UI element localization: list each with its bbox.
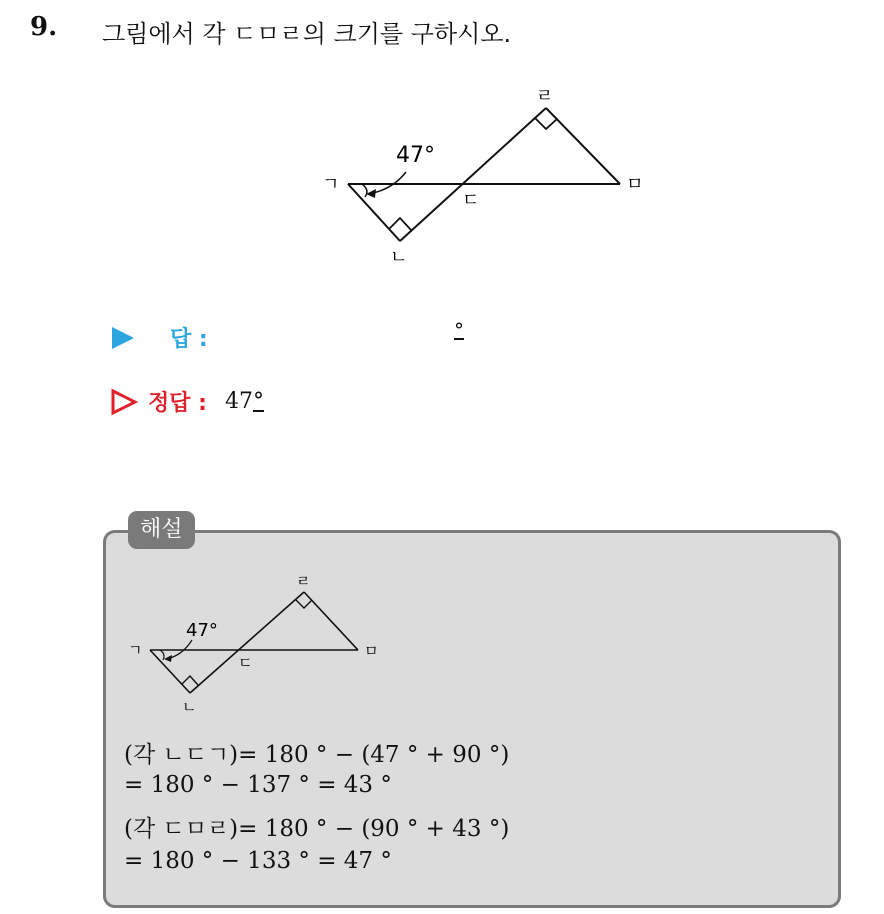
angle-arc	[362, 184, 367, 197]
angle-label: 47°	[396, 143, 435, 168]
right-angle-nieun	[389, 218, 411, 230]
solution-line-2: = 180 ° − 137 ° = 43 °	[124, 772, 392, 798]
correct-value: 47	[224, 389, 253, 414]
solution-line-3: (각 ㄷㅁㄹ)= 180 ° − (90 ° + 43 °)	[124, 816, 510, 842]
solution-angle-label: 47°	[186, 620, 218, 641]
vertex-label-digeut: ㄷ	[462, 190, 480, 211]
play-arrow-icon	[110, 325, 136, 351]
vertex-label-mieum: ㅁ	[626, 174, 644, 195]
solution-line-4: = 180 ° − 133 ° = 47 °	[124, 848, 392, 874]
main-figure	[310, 80, 670, 270]
solution-figure	[124, 572, 394, 717]
solution-vertex-nieun: ㄴ	[182, 698, 197, 716]
answer-label: 답 :	[170, 327, 208, 352]
solution-vertex-mieum: ㅁ	[364, 642, 379, 660]
solution-tag: 해설	[128, 511, 195, 549]
vertex-label-rieul: ㄹ	[536, 86, 554, 107]
correct-unit: °	[252, 389, 264, 414]
question-number: 9.	[30, 12, 58, 42]
solution-line-1: (각 ㄴㄷㄱ)= 180 ° − (47 ° + 90 °)	[124, 742, 510, 768]
solution-vertex-digeut: ㄷ	[238, 654, 253, 672]
answer-row	[110, 322, 208, 353]
vertex-label-nieun: ㄴ	[390, 247, 408, 268]
question-text: 그림에서 각 ㄷㅁㄹ의 크기를 구하시오.	[102, 20, 512, 48]
correct-label: 정답 :	[148, 391, 207, 416]
line-nieun-rieul	[400, 108, 546, 241]
right-angle-rieul	[535, 118, 557, 129]
answer-blank-unit[interactable]: °	[454, 318, 464, 342]
solution-vertex-rieul: ㄹ	[296, 572, 311, 590]
outline-arrow-icon	[110, 388, 138, 416]
vertex-label-giyeok: ㄱ	[322, 174, 340, 195]
solution-vertex-giyeok: ㄱ	[128, 641, 143, 659]
correct-row	[110, 386, 264, 417]
